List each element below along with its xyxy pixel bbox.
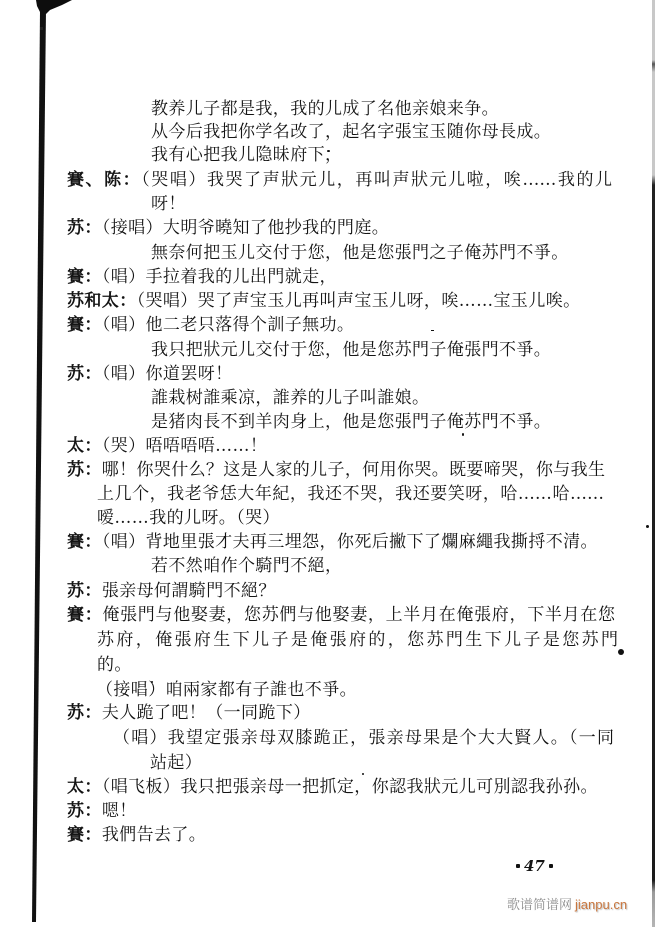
dialogue-line bbox=[151, 386, 429, 410]
line-text: 教养儿子都是我，我的儿成了名他亲娘来争。 bbox=[151, 99, 499, 119]
page-number-dot-right bbox=[549, 864, 553, 868]
line-text: 苏府，俺張府生下儿子是俺張府的，您苏門生下儿子是您苏門 bbox=[97, 630, 618, 650]
line-text: 背地里張才夫再三埋怨，你死后撇下了爛麻繩我撕捋不清。 bbox=[145, 532, 598, 552]
speaker-label: 苏和太： bbox=[67, 291, 137, 311]
page-number-value: 47 bbox=[524, 857, 545, 875]
line-text: 夫人跪了吧！ bbox=[101, 703, 207, 723]
line-text: 嗯！ bbox=[101, 801, 137, 821]
speaker-label: 賽： bbox=[67, 532, 102, 552]
watermark-site-name: 歌谱简谱网 bbox=[507, 898, 573, 913]
dialogue-line bbox=[151, 143, 342, 167]
line-text: 若不然咱作个騎門不絕， bbox=[151, 556, 343, 576]
speaker-label: 苏： bbox=[67, 364, 102, 384]
dialogue-line bbox=[150, 751, 202, 775]
stage-direction: （唱） bbox=[101, 315, 146, 335]
dialogue-line bbox=[67, 579, 276, 603]
stage-direction: （一同 bbox=[569, 728, 614, 748]
dialogue-line bbox=[151, 192, 186, 216]
dialogue-line bbox=[67, 603, 615, 627]
line-text: 我哭了声狀元儿，再叫声狀元儿啦，唉……我的儿 bbox=[206, 170, 612, 190]
scan-speck bbox=[646, 525, 649, 528]
speaker-label: 賽： bbox=[67, 267, 102, 287]
page-number-dot-left bbox=[516, 864, 520, 868]
dialogue-line bbox=[67, 823, 206, 847]
dialogue-line bbox=[96, 678, 357, 702]
line-text: 無奈何把玉儿交付于您，他是您張門之子俺苏門不爭。 bbox=[151, 243, 569, 263]
line-text: 的。 bbox=[97, 655, 132, 675]
stage-direction: （哭） bbox=[236, 508, 280, 528]
stage-direction: （接唱） bbox=[96, 680, 166, 700]
line-text: 我望定張亲母双膝跪正，張亲母果是个大大賢人。 bbox=[167, 728, 570, 748]
dialogue-line bbox=[97, 506, 280, 530]
scan-speck bbox=[618, 649, 624, 655]
line-text: 嗳……我的儿呀。 bbox=[97, 508, 237, 528]
line-text: 誰栽树誰乘凉，誰养的儿子叫誰娘。 bbox=[151, 388, 430, 408]
line-text: 哪！你哭什么？这是人家的儿子，何用你哭。既要啼哭，你与我生 bbox=[101, 460, 605, 480]
line-text: 他二老只落得个訓子無功。 bbox=[145, 315, 355, 335]
dialogue-line bbox=[151, 120, 551, 144]
stage-direction: （一同跪下） bbox=[206, 703, 311, 723]
line-text: 从今后我把你学名改了，起名字張宝玉随你母長成。 bbox=[151, 122, 552, 142]
line-text: 咱兩家都有子誰也不爭。 bbox=[165, 680, 358, 700]
line-text: 呀！ bbox=[151, 194, 186, 214]
line-text: 張亲母何謂騎門不絕？ bbox=[101, 581, 276, 601]
dialogue-line bbox=[67, 216, 389, 240]
dialogue-line bbox=[151, 554, 342, 578]
dialogue-line bbox=[151, 97, 499, 121]
line-text: 我只把張亲母一把抓定，你認我狀元儿可別認我孙孙。 bbox=[180, 777, 598, 797]
dialogue-line bbox=[67, 313, 354, 337]
watermark-domain: jianpu.cn bbox=[575, 897, 628, 912]
line-text: 上几个，我老爷恁大年紀，我还不哭，我还要笑呀，哈……哈…… bbox=[97, 484, 604, 504]
speaker-label: 苏： bbox=[67, 581, 102, 601]
line-text: 手拉着我的儿出門就走， bbox=[145, 267, 337, 287]
stage-direction: （哭） bbox=[101, 436, 146, 456]
speaker-label: 苏： bbox=[67, 460, 102, 480]
dialogue-line bbox=[67, 701, 311, 725]
dialogue-line bbox=[67, 799, 137, 823]
stage-direction: （唱） bbox=[113, 728, 168, 748]
dialogue-line bbox=[67, 265, 337, 289]
dialogue-line bbox=[151, 338, 551, 362]
line-text: 我只把狀元儿交付于您，他是您苏門子俺張門不爭。 bbox=[151, 340, 552, 360]
line-text: 唔唔唔唔……！ bbox=[145, 436, 268, 456]
line-text: 我有心把我儿隐昧府下， bbox=[151, 145, 343, 165]
dialogue-line bbox=[97, 628, 618, 652]
dialogue-line bbox=[67, 289, 581, 313]
stage-direction: （接唱） bbox=[101, 218, 163, 238]
scan-speck bbox=[431, 330, 434, 331]
dialogue-line bbox=[67, 434, 267, 458]
speaker-label: 賽： bbox=[67, 825, 102, 845]
speaker-label: 太： bbox=[67, 777, 102, 797]
line-text: 大明爷曉知了他抄我的門庭。 bbox=[162, 218, 390, 238]
stage-direction: （哭唱） bbox=[136, 291, 198, 311]
dialogue-line bbox=[67, 530, 598, 554]
dialogue-line bbox=[151, 410, 551, 434]
stage-direction: （唱） bbox=[101, 532, 146, 552]
dialogue-line bbox=[151, 241, 569, 265]
line-text: 我們告去了。 bbox=[101, 825, 207, 845]
watermark bbox=[507, 896, 627, 914]
dialogue-line bbox=[67, 775, 598, 799]
line-text: 是猪肉長不到羊肉身上，他是您張門子俺苏門不爭。 bbox=[151, 412, 552, 432]
speaker-label: 太： bbox=[67, 436, 102, 456]
line-text: 俺張門与他娶妻，您苏們与他娶妻，上半月在俺張府，下半月在您 bbox=[102, 605, 615, 625]
line-text: 你道罢呀！ bbox=[145, 364, 233, 384]
dialogue-line bbox=[97, 482, 604, 506]
speaker-label: 賽： bbox=[67, 605, 103, 625]
speaker-label: 苏： bbox=[67, 218, 102, 238]
speaker-label: 苏： bbox=[67, 801, 102, 821]
stage-direction: （唱） bbox=[101, 364, 146, 384]
stage-direction: 站起） bbox=[150, 753, 203, 773]
stage-direction: （唱） bbox=[101, 267, 146, 287]
dialogue-line bbox=[113, 726, 614, 750]
page-number bbox=[516, 855, 553, 877]
speaker-label: 賽： bbox=[67, 315, 102, 335]
dialogue-line bbox=[67, 458, 605, 482]
dialogue-line bbox=[97, 653, 132, 677]
stage-direction: （哭唱） bbox=[141, 170, 207, 190]
dialogue-line bbox=[67, 168, 612, 192]
speaker-label: 苏： bbox=[67, 703, 102, 723]
speaker-label: 賽、陈： bbox=[67, 170, 142, 190]
line-text: 哭了声宝玉儿再叫声宝玉儿呀，唉……宝玉儿唉。 bbox=[197, 291, 581, 311]
dialogue-line bbox=[67, 362, 233, 386]
right-edge-shadow bbox=[652, 0, 655, 927]
stage-direction: （唱飞板） bbox=[101, 777, 181, 797]
